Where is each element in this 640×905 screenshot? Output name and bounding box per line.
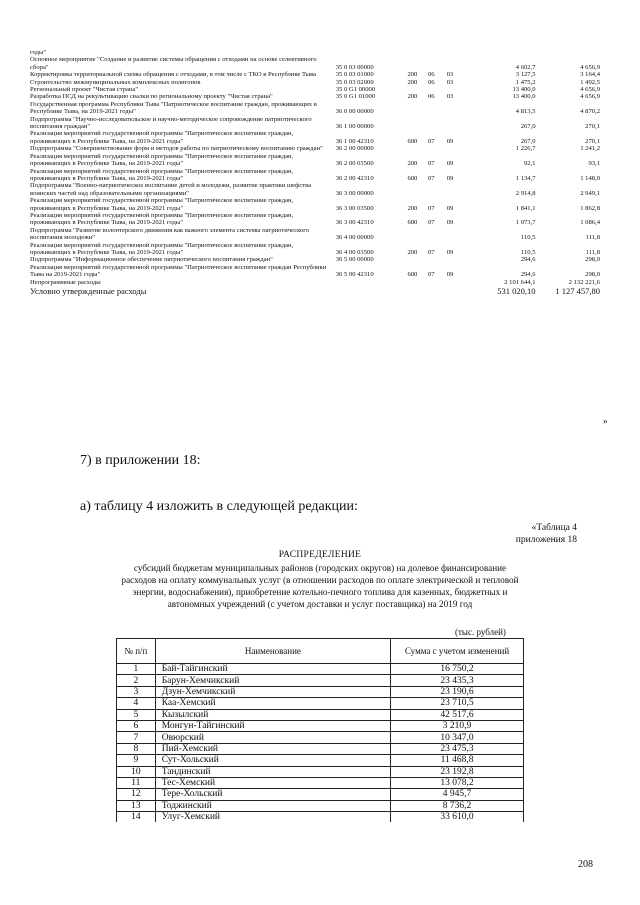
cell-v1: 294,6 bbox=[520, 271, 536, 279]
paragraph-appendix-18: 7) в приложении 18: bbox=[80, 453, 201, 468]
cell-n: 9 bbox=[117, 755, 156, 766]
cell-name: Тандинский bbox=[155, 766, 390, 777]
cell-r2 bbox=[422, 145, 441, 152]
cell-v1: 267,0 bbox=[520, 123, 536, 131]
cell-r3: 09 bbox=[446, 137, 454, 145]
table-row bbox=[30, 71, 600, 78]
cell-r1 bbox=[403, 145, 422, 152]
table-row bbox=[117, 675, 524, 686]
cell-r3 bbox=[441, 49, 460, 56]
cell-r1 bbox=[403, 116, 422, 131]
cell-v2: 270,1 bbox=[585, 137, 600, 145]
paragraph-table-4: а) таблицу 4 изложить в следующей редакции: bbox=[80, 499, 358, 514]
table-row bbox=[30, 79, 600, 86]
cell-n: 10 bbox=[117, 766, 156, 777]
cell-r3: 09 bbox=[446, 174, 454, 182]
cell-name: Корректировка территориальной схемы обращения с отходами, в том числе с ТКО в Республике Тыва bbox=[30, 71, 317, 79]
cell-r3 bbox=[441, 182, 460, 197]
cell-r2: 07 bbox=[428, 160, 435, 168]
cell-r2: 06 bbox=[428, 93, 435, 101]
cell-v2: 1 492,5 bbox=[580, 78, 600, 86]
cell-code: 36 4 00 00000 bbox=[335, 234, 374, 242]
cell-r1 bbox=[403, 101, 422, 116]
cell-code: 36 3 00 42310 bbox=[335, 219, 374, 227]
table-row bbox=[117, 709, 524, 720]
cell-name: Строительство межмуниципальных комплексных полигонов bbox=[30, 78, 201, 86]
cell-v1: 267,0 bbox=[520, 137, 536, 145]
cell-name: Подпрограмма "Военно-патриотическое воспитание детей и молодежи, развитие практики шефства воинских частей над образовательными организациями" bbox=[30, 182, 312, 197]
cell-name: Подпрограмма "Развитие волонтерского движения как важного элемента системы патриотического воспитания молодежи" bbox=[30, 226, 310, 242]
cell-r3: 09 bbox=[446, 248, 454, 256]
table-row bbox=[30, 286, 600, 296]
cell-name: Кызылский bbox=[155, 709, 390, 720]
cell-r2 bbox=[422, 227, 441, 242]
cell-name: Реализация мероприятий государственной программы "Патриотическое воспитание граждан, проживающих в Республике Тыва, на 2019-2021 годы" bbox=[30, 197, 294, 212]
cell-name: Бай-Тайгинский bbox=[155, 664, 390, 675]
cell-v2: 4 656,9 bbox=[580, 63, 600, 71]
cell-r1 bbox=[403, 182, 422, 197]
table-row bbox=[30, 197, 600, 212]
cell-code bbox=[328, 279, 403, 286]
cell-name: Реализация мероприятий государственной программы "Патриотическое воспитание граждан, проживающих в Республике Тыва, на 2019-2021 годы" bbox=[30, 211, 294, 227]
cell-v1: 4 602,7 bbox=[515, 63, 536, 71]
cell-n: 1 bbox=[117, 664, 156, 675]
cell-v1: 294,6 bbox=[520, 256, 536, 264]
cell-name: Подпрограмма "Научно-исследовательское и научно-методическое сопровождение патриотического воспитания граждан" bbox=[30, 115, 312, 131]
cell-v2: 93,1 bbox=[588, 160, 600, 168]
cell-r3: 09 bbox=[446, 271, 454, 279]
table-row bbox=[30, 279, 600, 286]
header-num: № п/п bbox=[117, 639, 156, 664]
cell-v1: 1 841,1 bbox=[515, 204, 536, 212]
cell-name: Каа-Хемский bbox=[155, 698, 390, 709]
cell-sum: 13 078,2 bbox=[391, 777, 524, 788]
table-row bbox=[30, 168, 600, 183]
table-row bbox=[30, 93, 600, 100]
cell-r2 bbox=[422, 101, 441, 116]
cell-name: Разработка ПСД на рекультивацию свалки по региональному проекту "Чистая страна" bbox=[30, 93, 273, 101]
cell-sum: 3 210,9 bbox=[391, 720, 524, 731]
cell-code: 35 0 03 02000 bbox=[335, 78, 374, 86]
cell-v1: 1 073,7 bbox=[515, 219, 536, 227]
table-row bbox=[117, 789, 524, 800]
cell-r1: 600 bbox=[407, 137, 418, 145]
cell-name: Монгун-Тайгинский bbox=[155, 720, 390, 731]
cell-name: Овюрский bbox=[155, 732, 390, 743]
cell-sum: 23 710,5 bbox=[391, 698, 524, 709]
cell-r2: 06 bbox=[428, 78, 435, 86]
cell-r3 bbox=[441, 279, 460, 286]
cell-n: 5 bbox=[117, 709, 156, 720]
cell-r1 bbox=[403, 256, 422, 263]
table-row bbox=[30, 256, 600, 263]
table-row bbox=[117, 755, 524, 766]
cell-n: 12 bbox=[117, 789, 156, 800]
table-row bbox=[117, 698, 524, 709]
cell-r2 bbox=[422, 49, 441, 56]
cell-sum: 8 736,2 bbox=[391, 800, 524, 811]
cell-name: Сут-Хольский bbox=[155, 755, 390, 766]
table-row bbox=[30, 182, 600, 197]
cell-sum: 16 750,2 bbox=[391, 664, 524, 675]
cell-r1 bbox=[403, 49, 422, 56]
cell-v2: 1 127 457,80 bbox=[555, 286, 600, 296]
cell-r3 bbox=[441, 145, 460, 152]
cell-sum: 11 468,8 bbox=[391, 755, 524, 766]
cell-r2: 07 bbox=[428, 248, 435, 256]
cell-name: Региональный проект "Чистая страна" bbox=[30, 86, 139, 94]
cell-v2: 1 148,0 bbox=[580, 174, 600, 182]
table-row bbox=[30, 116, 600, 131]
cell-n: 13 bbox=[117, 800, 156, 811]
table-row bbox=[30, 145, 600, 152]
cell-v2: 3 164,4 bbox=[580, 71, 600, 79]
cell-v2: 111,8 bbox=[585, 234, 600, 242]
cell-name: Тес-Хемский bbox=[155, 777, 390, 788]
page-number: 208 bbox=[578, 859, 593, 870]
cell-r3: 09 bbox=[446, 160, 454, 168]
cell-n: 11 bbox=[117, 777, 156, 788]
cell-r3 bbox=[441, 227, 460, 242]
budget-table bbox=[30, 49, 600, 296]
cell-n: 14 bbox=[117, 812, 156, 823]
table-row bbox=[30, 242, 600, 257]
cell-v1: 2 101 644,1 bbox=[504, 278, 536, 286]
cell-r1: 600 bbox=[407, 271, 418, 279]
cell-r1 bbox=[403, 56, 422, 71]
table-row bbox=[117, 686, 524, 697]
cell-name: Пий-Хемский bbox=[155, 743, 390, 754]
cell-r1: 600 bbox=[407, 174, 418, 182]
cell-name: годы" bbox=[30, 49, 47, 56]
cell-name: Тере-Хольский bbox=[155, 789, 390, 800]
cell-code: 36 2 00 03500 bbox=[335, 160, 374, 168]
cell-n: 4 bbox=[117, 698, 156, 709]
cell-r2: 07 bbox=[428, 204, 435, 212]
cell-name: Непрограммные расходы bbox=[30, 278, 101, 286]
table-row bbox=[30, 153, 600, 168]
cell-r1: 200 bbox=[407, 71, 418, 79]
table-row bbox=[30, 227, 600, 242]
distribution-table bbox=[116, 638, 524, 822]
cell-sum: 10 347,0 bbox=[391, 732, 524, 743]
cell-code: 36 2 00 42310 bbox=[335, 174, 374, 182]
closing-quote: » bbox=[603, 416, 608, 426]
cell-r3: 09 bbox=[446, 219, 454, 227]
cell-r3 bbox=[441, 256, 460, 263]
table-row bbox=[117, 743, 524, 754]
cell-r2: 07 bbox=[428, 271, 435, 279]
cell-r1 bbox=[403, 279, 422, 286]
cell-sum: 23 475,3 bbox=[391, 743, 524, 754]
table-row bbox=[117, 777, 524, 788]
table-row bbox=[30, 56, 600, 71]
cell-sum: 42 517,6 bbox=[391, 709, 524, 720]
table-row bbox=[117, 812, 524, 823]
table-header-row bbox=[117, 639, 524, 664]
cell-name: Основное мероприятие "Создание и развитие системы обращения с отходами на основе селективного сбора" bbox=[30, 56, 317, 71]
cell-name: Тоджинский bbox=[155, 800, 390, 811]
cell-r1: 200 bbox=[407, 78, 418, 86]
cell-name: Реализация мероприятий государственной программы "Патриотическое воспитание граждан, проживающих в Республике Тыва, на 2019-2021 годы" bbox=[30, 152, 294, 168]
cell-name: Подпрограмма "Информационное обеспечение патриотического воспитания граждан" bbox=[30, 256, 273, 264]
cell-n: 3 bbox=[117, 686, 156, 697]
cell-r2 bbox=[422, 286, 441, 296]
cell-r2 bbox=[422, 182, 441, 197]
cell-r1 bbox=[403, 86, 422, 93]
cell-sum: 4 945,7 bbox=[391, 789, 524, 800]
cell-name: Реализация мероприятий государственной программы "Патриотическое воспитание граждан, проживающих в Республике Тыва, на 2019-2021 годы" bbox=[30, 241, 294, 256]
cell-v2: 2 949,1 bbox=[580, 189, 600, 197]
cell-sum: 33 610,0 bbox=[391, 812, 524, 823]
cell-r2 bbox=[422, 86, 441, 93]
cell-sum: 23 435,3 bbox=[391, 675, 524, 686]
cell-name: Улуг-Хемский bbox=[155, 812, 390, 823]
cell-r2: 06 bbox=[428, 71, 435, 79]
cell-code: 36 3 00 00000 bbox=[335, 189, 374, 197]
cell-r3 bbox=[441, 101, 460, 116]
cell-r3 bbox=[441, 56, 460, 71]
table-row bbox=[30, 101, 600, 116]
cell-r1: 200 bbox=[407, 248, 418, 256]
cell-v1: 110,5 bbox=[520, 234, 536, 242]
cell-name: Реализация мероприятий государственной программы "Патриотическое воспитание граждан, проживающих в Республике Тыва, на 2019-2021 годы" bbox=[30, 167, 294, 182]
cell-code: 36 2 00 00000 bbox=[335, 145, 374, 153]
cell-r1 bbox=[403, 227, 422, 242]
cell-v2: 1 862,8 bbox=[580, 204, 600, 212]
cell-n: 8 bbox=[117, 743, 156, 754]
table-row bbox=[30, 86, 600, 93]
cell-code: 36 5 00 00000 bbox=[335, 256, 374, 264]
cell-code: 35 0 03 01000 bbox=[335, 71, 374, 79]
cell-v2: 270,1 bbox=[585, 123, 600, 131]
cell-r2: 07 bbox=[428, 174, 435, 182]
cell-v1: 13 400,0 bbox=[512, 93, 536, 101]
cell-v2: 2 132 221,6 bbox=[568, 278, 600, 286]
cell-n: 6 bbox=[117, 720, 156, 731]
cell-name: Подпрограмма "Совершенствование форм и методов работы по патриотическому воспитанию граждан" bbox=[30, 145, 323, 153]
table-ref-line2: приложения 18 bbox=[515, 535, 577, 545]
cell-v2 bbox=[540, 49, 600, 56]
cell-code bbox=[328, 286, 403, 296]
cell-v2: 1 241,2 bbox=[580, 145, 600, 153]
cell-v1 bbox=[459, 49, 539, 56]
cell-v1: 1 226,7 bbox=[515, 145, 536, 153]
cell-v2: 1 086,4 bbox=[580, 219, 600, 227]
cell-name: Барун-Хемчикский bbox=[155, 675, 390, 686]
cell-v1: 4 813,5 bbox=[515, 108, 536, 116]
cell-code: 36 1 00 42310 bbox=[335, 137, 374, 145]
cell-name: Реализация мероприятий государственной программы "Патриотическое воспитание граждан, проживающих в Республике Тыва, на 2019-2021 годы" bbox=[30, 130, 294, 145]
header-sum: Сумма с учетом изменений bbox=[391, 639, 524, 664]
cell-r3 bbox=[441, 86, 460, 93]
cell-code: 36 3 00 03500 bbox=[335, 204, 374, 212]
units-label: (тыс. рублей) bbox=[455, 627, 506, 637]
cell-code: 36 1 00 00000 bbox=[335, 123, 374, 131]
cell-code: 36 0 00 00000 bbox=[335, 108, 374, 116]
table-row bbox=[117, 732, 524, 743]
cell-v1: 1 134,7 bbox=[515, 174, 536, 182]
cell-v2: 4 656,9 bbox=[580, 86, 600, 94]
cell-code: 35 0 G1 00000 bbox=[335, 86, 376, 94]
cell-r3: 03 bbox=[446, 78, 454, 86]
cell-r2: 07 bbox=[428, 137, 435, 145]
table-row bbox=[30, 49, 600, 56]
cell-code: 35 0 G1 01000 bbox=[335, 93, 376, 101]
cell-name: Реализация мероприятий государственной программы "Патриотическое воспитание граждан Республики Тыва на 2019-2021 годы" bbox=[30, 263, 327, 279]
cell-r2 bbox=[422, 116, 441, 131]
cell-v1: 13 400,0 bbox=[512, 86, 536, 94]
cell-name: Условно утвержденные расходы bbox=[30, 286, 147, 296]
cell-r2: 07 bbox=[428, 219, 435, 227]
cell-code bbox=[328, 49, 403, 56]
cell-code: 36 5 00 42310 bbox=[335, 271, 374, 279]
table-row bbox=[117, 720, 524, 731]
cell-r3 bbox=[441, 116, 460, 131]
cell-r1: 600 bbox=[407, 219, 418, 227]
cell-sum: 23 190,6 bbox=[391, 686, 524, 697]
header-name: Наименование bbox=[155, 639, 390, 664]
table-row bbox=[30, 130, 600, 145]
cell-v1: 92,1 bbox=[524, 160, 536, 168]
distribution-description: субсидий бюджетам муниципальных районов (городских округов) на долевое финансирование расходов на оплату коммунальных услуг (в отношении расходов по оплате электрической и тепловой энергии, водоснабжения), приобретение котельно-печного топлива для казенных, бюджетных и автономных учреждений (с учетом доставки и услуг поставщика) на 2019 год bbox=[121, 563, 519, 609]
cell-r1 bbox=[403, 286, 422, 296]
cell-r2 bbox=[422, 56, 441, 71]
cell-r3: 03 bbox=[446, 93, 454, 101]
cell-v1: 1 475,2 bbox=[515, 78, 536, 86]
cell-v2: 298,0 bbox=[585, 271, 600, 279]
cell-r1: 200 bbox=[407, 160, 418, 168]
table-row bbox=[117, 664, 524, 675]
cell-r1: 200 bbox=[407, 93, 418, 101]
cell-r2 bbox=[422, 279, 441, 286]
cell-r3: 03 bbox=[446, 71, 454, 79]
cell-code: 35 0 03 00000 bbox=[335, 63, 374, 71]
cell-r3: 09 bbox=[446, 204, 454, 212]
cell-v2: 298,0 bbox=[585, 256, 600, 264]
cell-v1: 3 127,5 bbox=[515, 71, 536, 79]
cell-code: 36 4 00 03500 bbox=[335, 248, 374, 256]
cell-v1: 531 020,10 bbox=[497, 286, 536, 296]
cell-r2 bbox=[422, 256, 441, 263]
cell-r1: 200 bbox=[407, 204, 418, 212]
page-title: РАСПРЕДЕЛЕНИЕ bbox=[278, 550, 362, 560]
table-ref-line1: «Таблица 4 bbox=[531, 523, 577, 533]
cell-v1: 110,5 bbox=[520, 248, 536, 256]
cell-v1: 2 914,8 bbox=[515, 189, 536, 197]
cell-v2: 111,8 bbox=[585, 248, 600, 256]
cell-v2: 4 656,9 bbox=[580, 93, 600, 101]
cell-v2: 4 870,2 bbox=[580, 108, 600, 116]
cell-r3 bbox=[441, 286, 460, 296]
table-row bbox=[30, 264, 600, 279]
cell-n: 2 bbox=[117, 675, 156, 686]
cell-sum: 23 192,8 bbox=[391, 766, 524, 777]
cell-name: Государственная программа Республики Тыва "Патриотическое воспитание граждан, проживающих в Республике Тыва, на 2019-2021 годы" bbox=[30, 100, 317, 116]
table-row bbox=[30, 212, 600, 227]
cell-n: 7 bbox=[117, 732, 156, 743]
cell-name: Дзун-Хемчикский bbox=[155, 686, 390, 697]
table-row bbox=[117, 800, 524, 811]
table-row bbox=[117, 766, 524, 777]
